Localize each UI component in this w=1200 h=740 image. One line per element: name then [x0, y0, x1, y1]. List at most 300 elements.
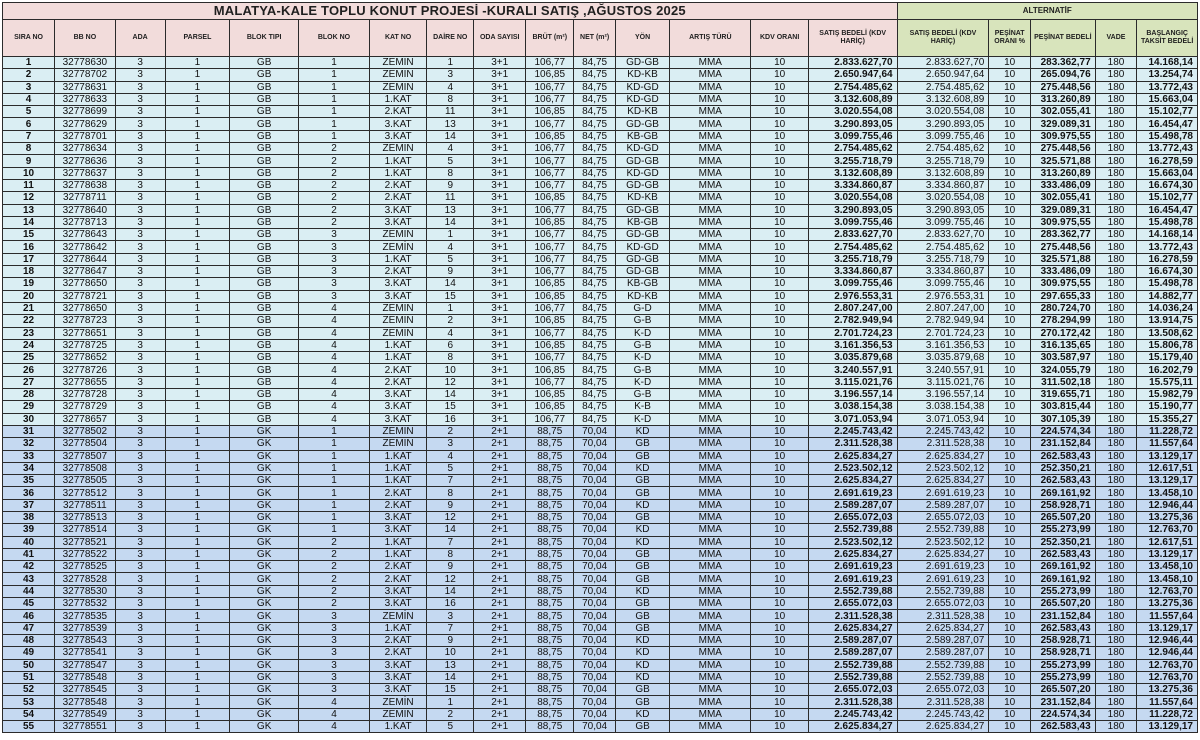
table-cell: 16.278,59 [1137, 253, 1198, 265]
table-cell: 1 [165, 192, 230, 204]
table-cell: 2.311.528,38 [897, 610, 989, 622]
table-cell: 3 [115, 130, 165, 142]
table-cell: 84,75 [574, 253, 616, 265]
table-row [3, 487, 1198, 499]
table-cell: 2.833.627,70 [808, 229, 897, 241]
table-row [3, 548, 1198, 560]
table-cell: 44 [3, 585, 55, 597]
table-cell: 2+1 [474, 450, 526, 462]
table-cell: 1 [299, 462, 370, 474]
table-cell: 13 [427, 118, 474, 130]
table-cell: 13.275,36 [1137, 598, 1198, 610]
table-cell: 329.089,31 [1031, 118, 1096, 130]
table-cell: 180 [1095, 241, 1137, 253]
table-cell: 88,75 [526, 622, 574, 634]
table-cell: 3.132.608,89 [808, 93, 897, 105]
table-cell: 88,75 [526, 671, 574, 683]
table-cell: 2.552.739,88 [808, 659, 897, 671]
table-cell: GB [615, 561, 669, 573]
table-cell: 4 [299, 302, 370, 314]
table-cell: 70,04 [574, 647, 616, 659]
table-cell: 70,04 [574, 548, 616, 560]
table-cell: 313.260,89 [1031, 167, 1096, 179]
table-cell: 180 [1095, 413, 1137, 425]
table-cell: 88,75 [526, 511, 574, 523]
table-cell: ZEMİN [369, 81, 426, 93]
table-cell: 180 [1095, 118, 1137, 130]
table-cell: GB [615, 573, 669, 585]
table-cell: 32778721 [55, 290, 115, 302]
table-cell: 3 [299, 684, 370, 696]
table-cell: 302.055,41 [1031, 106, 1096, 118]
table-cell: 88,75 [526, 548, 574, 560]
table-cell: 3 [115, 462, 165, 474]
table-cell: MMA [670, 302, 751, 314]
table-cell: 8 [427, 487, 474, 499]
table-cell: GD-GB [615, 266, 669, 278]
table-cell: 1 [165, 671, 230, 683]
table-cell: 2.701.724,23 [808, 327, 897, 339]
table-cell: 106,77 [526, 376, 574, 388]
table-cell: 4 [299, 401, 370, 413]
table-cell: 324.055,79 [1031, 364, 1096, 376]
table-cell: 2 [299, 204, 370, 216]
table-cell: 88,75 [526, 536, 574, 548]
table-cell: 2 [299, 179, 370, 191]
table-cell: MMA [670, 548, 751, 560]
table-cell: 88,75 [526, 585, 574, 597]
table-cell: 2+1 [474, 721, 526, 733]
table-cell: 50 [3, 659, 55, 671]
table-cell: 2+1 [474, 475, 526, 487]
table-cell: KD-KB [615, 106, 669, 118]
table-cell: 49 [3, 647, 55, 659]
table-cell: 3 [299, 659, 370, 671]
table-cell: 22 [3, 315, 55, 327]
table-cell: 3+1 [474, 352, 526, 364]
table-cell: 10 [989, 647, 1031, 659]
table-cell: 283.362,77 [1031, 57, 1096, 69]
sales-table [2, 2, 1198, 733]
table-cell: 10 [989, 290, 1031, 302]
table-cell: 70,04 [574, 511, 616, 523]
table-cell: MMA [670, 438, 751, 450]
table-cell: 1 [165, 585, 230, 597]
table-cell: 106,77 [526, 143, 574, 155]
table-cell: 278.294,99 [1031, 315, 1096, 327]
table-cell: 180 [1095, 536, 1137, 548]
table-cell: 1 [299, 57, 370, 69]
table-cell: 54 [3, 708, 55, 720]
table-cell: 3 [299, 610, 370, 622]
table-cell: 32778543 [55, 634, 115, 646]
table-cell: GK [230, 622, 299, 634]
table-cell: 10 [989, 585, 1031, 597]
table-cell: 231.152,84 [1031, 610, 1096, 622]
table-cell: 3 [3, 81, 55, 93]
table-cell: 1 [165, 499, 230, 511]
table-cell: 2.691.619,23 [897, 561, 989, 573]
table-row [3, 167, 1198, 179]
table-cell: KB-GB [615, 130, 669, 142]
column-header: KAT NO [369, 20, 426, 57]
table-cell: 10 [751, 130, 808, 142]
table-cell: 16.674,30 [1137, 266, 1198, 278]
table-cell: 255.273,99 [1031, 524, 1096, 536]
table-cell: 4 [3, 93, 55, 105]
table-cell: 34 [3, 462, 55, 474]
table-cell: ZEMİN [369, 610, 426, 622]
table-cell: GB [230, 401, 299, 413]
table-cell: 10 [989, 413, 1031, 425]
table-cell: MMA [670, 622, 751, 634]
table-cell: 15.806,78 [1137, 339, 1198, 351]
table-cell: 2.589.287,07 [808, 634, 897, 646]
table-cell: 6 [3, 118, 55, 130]
table-cell: 5 [3, 106, 55, 118]
table-cell: GB [615, 598, 669, 610]
table-cell: GK [230, 634, 299, 646]
table-cell: 2.625.834,27 [808, 622, 897, 634]
table-cell: 3 [299, 290, 370, 302]
table-cell: 84,75 [574, 155, 616, 167]
table-cell: 180 [1095, 278, 1137, 290]
table-row [3, 69, 1198, 81]
table-cell: 2.655.072,03 [808, 598, 897, 610]
table-cell: 2.KAT [369, 499, 426, 511]
table-cell: 2.782.949,94 [808, 315, 897, 327]
table-cell: 3+1 [474, 57, 526, 69]
table-cell: 3 [115, 229, 165, 241]
table-cell: 10 [989, 598, 1031, 610]
table-cell: 15 [427, 401, 474, 413]
table-cell: 10 [751, 647, 808, 659]
table-cell: 180 [1095, 475, 1137, 487]
table-cell: 3 [115, 106, 165, 118]
table-cell: 2 [3, 69, 55, 81]
table-cell: 2.655.072,03 [808, 684, 897, 696]
table-cell: 3+1 [474, 339, 526, 351]
table-cell: 3 [115, 327, 165, 339]
table-cell: 1 [165, 179, 230, 191]
table-cell: 2.754.485,62 [897, 241, 989, 253]
table-cell: 3 [115, 511, 165, 523]
table-cell: 180 [1095, 339, 1137, 351]
table-cell: 10 [751, 192, 808, 204]
table-cell: 32778655 [55, 376, 115, 388]
table-cell: GB [230, 216, 299, 228]
table-cell: 10 [751, 684, 808, 696]
table-cell: 1 [165, 290, 230, 302]
table-cell: 32778636 [55, 155, 115, 167]
table-cell: 13.275,36 [1137, 511, 1198, 523]
table-row [3, 130, 1198, 142]
table-cell: 10 [751, 364, 808, 376]
table-cell: 48 [3, 634, 55, 646]
table-cell: 12 [427, 573, 474, 585]
table-cell: 88,75 [526, 438, 574, 450]
table-cell: MMA [670, 634, 751, 646]
table-cell: 16.674,30 [1137, 179, 1198, 191]
table-cell: 180 [1095, 81, 1137, 93]
table-cell: 9 [427, 266, 474, 278]
table-cell: 3.KAT [369, 684, 426, 696]
table-cell: GK [230, 684, 299, 696]
table-cell: 2.KAT [369, 647, 426, 659]
table-cell: 5 [427, 253, 474, 265]
table-cell: 70,04 [574, 622, 616, 634]
table-cell: 2+1 [474, 524, 526, 536]
table-cell: 70,04 [574, 659, 616, 671]
table-cell: 180 [1095, 216, 1137, 228]
table-cell: GB [230, 389, 299, 401]
table-cell: 3.KAT [369, 389, 426, 401]
table-cell: 2+1 [474, 573, 526, 585]
table-cell: 2.589.287,07 [897, 634, 989, 646]
table-cell: GB [230, 204, 299, 216]
table-cell: 5 [427, 462, 474, 474]
table-cell: 70,04 [574, 585, 616, 597]
table-cell: 32778505 [55, 475, 115, 487]
table-cell: 13.772,43 [1137, 81, 1198, 93]
table-cell: 2+1 [474, 598, 526, 610]
column-header: VADE [1095, 20, 1137, 57]
table-cell: 11.228,72 [1137, 708, 1198, 720]
table-cell: 3.KAT [369, 278, 426, 290]
table-cell: 41 [3, 548, 55, 560]
table-row [3, 598, 1198, 610]
table-cell: 3.099.755,46 [808, 278, 897, 290]
table-cell: 84,75 [574, 81, 616, 93]
table-cell: 2.701.724,23 [897, 327, 989, 339]
table-cell: 13 [427, 659, 474, 671]
table-cell: 3.132.608,89 [897, 167, 989, 179]
table-cell: 84,75 [574, 229, 616, 241]
table-cell: 88,75 [526, 487, 574, 499]
table-row [3, 315, 1198, 327]
table-cell: 2.589.287,07 [808, 647, 897, 659]
table-cell: 3+1 [474, 143, 526, 155]
table-cell: 52 [3, 684, 55, 696]
table-cell: 51 [3, 671, 55, 683]
table-cell: 88,75 [526, 647, 574, 659]
table-cell: 2.KAT [369, 192, 426, 204]
table-cell: 1 [165, 81, 230, 93]
table-cell: 10 [751, 352, 808, 364]
table-cell: GB [230, 302, 299, 314]
table-cell: 3 [115, 302, 165, 314]
table-cell: 32778521 [55, 536, 115, 548]
table-cell: 2.245.743,42 [808, 425, 897, 437]
table-cell: 1 [165, 684, 230, 696]
table-cell: 2.245.743,42 [897, 708, 989, 720]
table-cell: 1 [299, 130, 370, 142]
table-cell: 10 [751, 450, 808, 462]
table-cell: 180 [1095, 684, 1137, 696]
table-row [3, 671, 1198, 683]
table-row [3, 708, 1198, 720]
table-cell: 12.763,70 [1137, 524, 1198, 536]
table-cell: 32778513 [55, 511, 115, 523]
table-cell: 3.KAT [369, 585, 426, 597]
table-cell: GB [615, 511, 669, 523]
table-cell: 180 [1095, 671, 1137, 683]
table-cell: 45 [3, 598, 55, 610]
table-cell: 2.754.485,62 [808, 241, 897, 253]
table-cell: 2.KAT [369, 266, 426, 278]
table-cell: 8 [427, 93, 474, 105]
table-cell: 16.454,47 [1137, 204, 1198, 216]
table-cell: 224.574,34 [1031, 708, 1096, 720]
table-cell: MMA [670, 585, 751, 597]
table-cell: 3.115.021,76 [897, 376, 989, 388]
table-cell: GK [230, 659, 299, 671]
table-cell: 2+1 [474, 438, 526, 450]
table-cell: GB [615, 548, 669, 560]
table-cell: 2.589.287,07 [897, 499, 989, 511]
table-cell: KD [615, 634, 669, 646]
table-cell: 3+1 [474, 266, 526, 278]
table-cell: 3.334.860,87 [808, 266, 897, 278]
table-cell: KD-KB [615, 69, 669, 81]
table-cell: 3 [115, 376, 165, 388]
table-cell: 3 [115, 364, 165, 376]
table-cell: 180 [1095, 548, 1137, 560]
table-cell: 16 [427, 598, 474, 610]
table-cell: 4 [299, 327, 370, 339]
table-cell: 297.655,33 [1031, 290, 1096, 302]
table-cell: 10 [989, 573, 1031, 585]
table-cell: 3+1 [474, 167, 526, 179]
table-cell: KD-GD [615, 93, 669, 105]
table-cell: 3.161.356,53 [897, 339, 989, 351]
table-cell: 70,04 [574, 499, 616, 511]
table-cell: 6 [427, 339, 474, 351]
table-cell: 3.255.718,79 [808, 155, 897, 167]
table-cell: GK [230, 561, 299, 573]
table-cell: GD-GB [615, 253, 669, 265]
table-cell: 32778702 [55, 69, 115, 81]
table-row [3, 721, 1198, 733]
table-cell: MMA [670, 155, 751, 167]
table-cell: 32778640 [55, 204, 115, 216]
table-cell: 32778545 [55, 684, 115, 696]
table-cell: 2.625.834,27 [808, 475, 897, 487]
table-cell: 11.228,72 [1137, 425, 1198, 437]
table-cell: 3 [427, 438, 474, 450]
table-cell: 180 [1095, 155, 1137, 167]
table-cell: MMA [670, 278, 751, 290]
table-cell: ZEMİN [369, 315, 426, 327]
table-row [3, 364, 1198, 376]
table-cell: 20 [3, 290, 55, 302]
table-cell: 3 [115, 487, 165, 499]
table-cell: 10 [751, 57, 808, 69]
table-cell: 84,75 [574, 241, 616, 253]
table-cell: 333.486,09 [1031, 266, 1096, 278]
table-cell: 1 [165, 610, 230, 622]
table-cell: ZEMİN [369, 708, 426, 720]
table-cell: 180 [1095, 425, 1137, 437]
table-cell: 3+1 [474, 401, 526, 413]
table-cell: 10 [989, 364, 1031, 376]
table-cell: 10 [989, 216, 1031, 228]
table-cell: 55 [3, 721, 55, 733]
table-cell: 2.552.739,88 [897, 585, 989, 597]
table-cell: 32778657 [55, 413, 115, 425]
table-cell: 3 [299, 253, 370, 265]
table-cell: 11.557,64 [1137, 438, 1198, 450]
table-cell: 2.245.743,42 [897, 425, 989, 437]
table-cell: 2.311.528,38 [808, 438, 897, 450]
table-cell: 1 [165, 708, 230, 720]
table-row [3, 573, 1198, 585]
table-row [3, 511, 1198, 523]
table-cell: 1 [165, 229, 230, 241]
table-cell: 10 [989, 155, 1031, 167]
table-cell: 252.350,21 [1031, 536, 1096, 548]
table-cell: 10 [751, 548, 808, 560]
table-row [3, 475, 1198, 487]
table-cell: GB [230, 339, 299, 351]
table-cell: 32778530 [55, 585, 115, 597]
table-cell: 10 [989, 315, 1031, 327]
table-cell: GB [230, 118, 299, 130]
table-cell: 2 [299, 536, 370, 548]
table-cell: 283.362,77 [1031, 229, 1096, 241]
table-cell: 12 [427, 376, 474, 388]
table-cell: 2+1 [474, 622, 526, 634]
table-cell: 9 [427, 499, 474, 511]
table-cell: MMA [670, 462, 751, 474]
table-cell: 88,75 [526, 561, 574, 573]
table-cell: 32778711 [55, 192, 115, 204]
table-cell: 180 [1095, 487, 1137, 499]
table-cell: 10 [989, 671, 1031, 683]
table-cell: 70,04 [574, 425, 616, 437]
table-cell: 10 [989, 69, 1031, 81]
table-cell: 3 [299, 647, 370, 659]
table-cell: 252.350,21 [1031, 462, 1096, 474]
table-cell: G-D [615, 302, 669, 314]
table-cell: 180 [1095, 315, 1137, 327]
table-cell: 13.508,62 [1137, 327, 1198, 339]
table-cell: 319.655,71 [1031, 389, 1096, 401]
table-cell: 2.625.834,27 [897, 475, 989, 487]
table-cell: 2.245.743,42 [808, 708, 897, 720]
table-cell: GB [230, 155, 299, 167]
table-cell: 10 [989, 179, 1031, 191]
table-cell: 275.448,56 [1031, 143, 1096, 155]
table-cell: 1 [165, 622, 230, 634]
table-cell: 1 [165, 721, 230, 733]
table-cell: 106,77 [526, 241, 574, 253]
table-row [3, 499, 1198, 511]
table-cell: 11 [3, 179, 55, 191]
table-cell: 258.928,71 [1031, 499, 1096, 511]
table-cell: MMA [670, 364, 751, 376]
table-cell: MMA [670, 167, 751, 179]
table-cell: 32778629 [55, 118, 115, 130]
table-cell: 32778651 [55, 327, 115, 339]
column-header: ADA [115, 20, 165, 57]
table-cell: 1 [165, 450, 230, 462]
column-header: BLOK NO [299, 20, 370, 57]
table-cell: 10 [989, 130, 1031, 142]
table-cell: GK [230, 696, 299, 708]
table-cell: G-B [615, 315, 669, 327]
table-cell: MMA [670, 229, 751, 241]
